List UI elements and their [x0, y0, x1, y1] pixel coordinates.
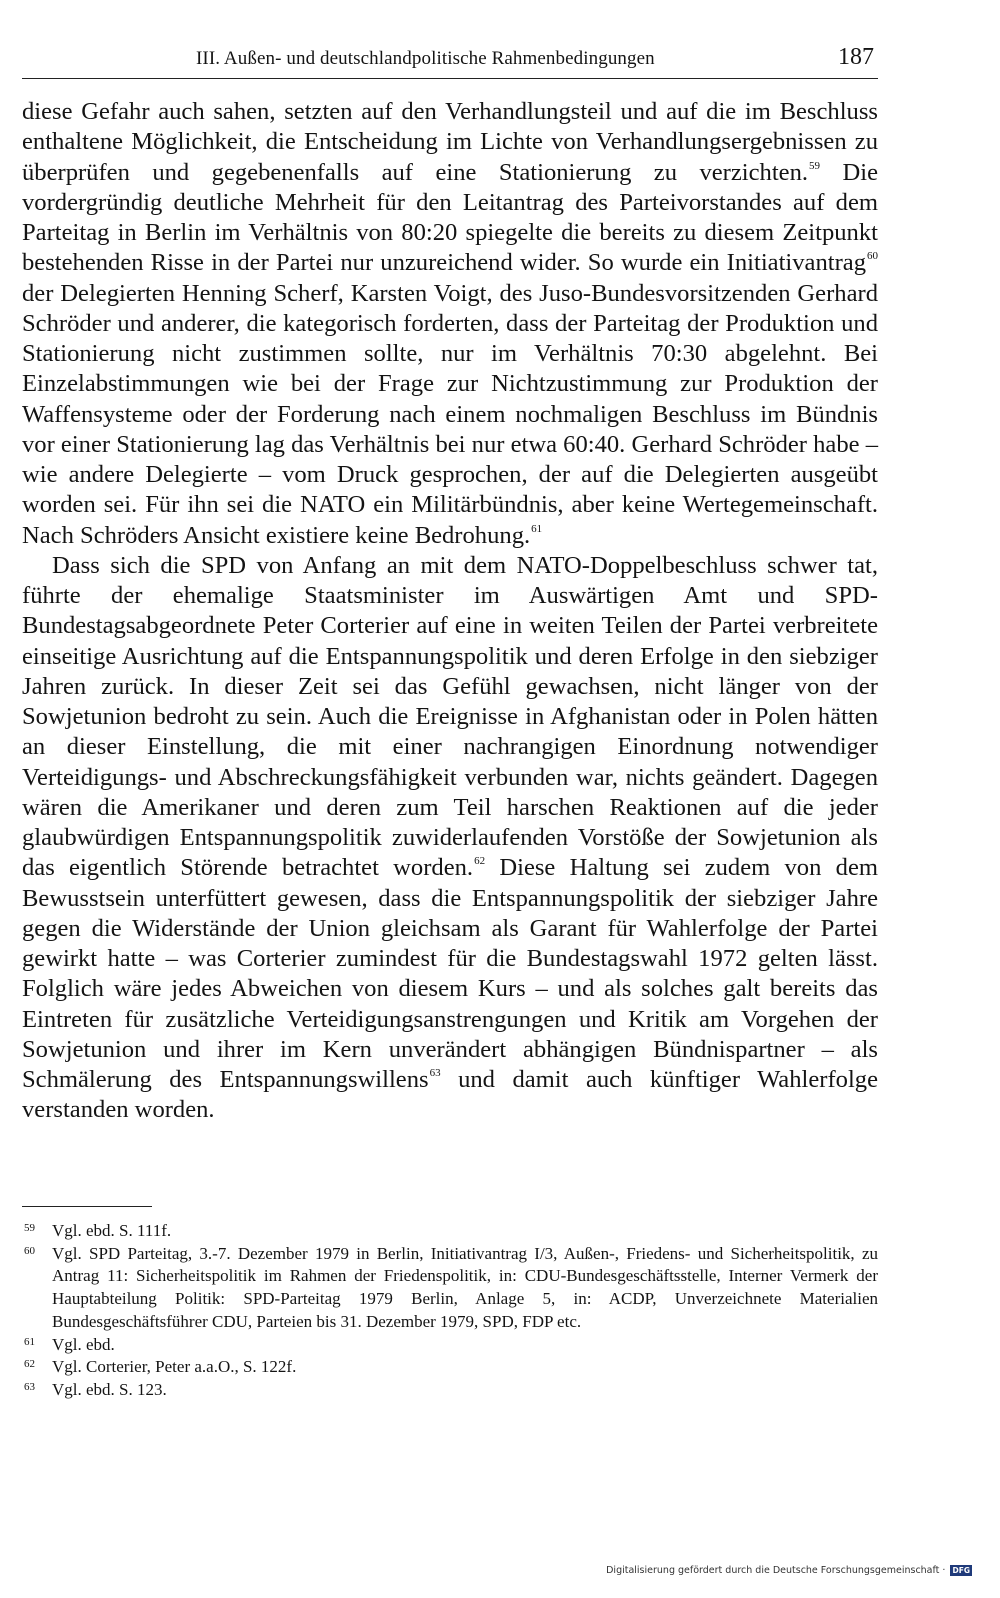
footnote-number: 61 — [24, 1335, 35, 1348]
footnote-number: 62 — [24, 1358, 35, 1371]
footnote-ref-60[interactable]: 60 — [867, 250, 878, 263]
footnote-text: Vgl. ebd. — [52, 1334, 115, 1354]
footnote-item — [22, 1379, 878, 1402]
paragraph-1-part-1: diese Gefahr auch sahen, setzten auf den Verhandlungsteil und auf die im Beschluss enthaltene Möglichkeit, die Entscheidung im Lichte von Verhandlungsergebnissen zu überprüfen und gegebenenfalls auf eine Stationierung zu verzichten. — [22, 98, 878, 186]
digitization-credit — [606, 1565, 972, 1576]
paragraph-1-part-2: Die vordergründig deutliche Mehrheit für den Leitantrag des Parteivorstandes auf dem Parteitag in Berlin im Verhältnis von 80:20 spiegelte die bereits zu diesem Zeitpunkt bestehenden Risse in der Partei nur unzureichend wider. So wurde ein Initiativantrag — [22, 158, 878, 277]
paragraph-1 — [22, 97, 878, 551]
dfg-logo: DFG — [952, 1566, 970, 1575]
footnote-text: Vgl. ebd. S. 123. — [52, 1379, 167, 1399]
footnote-item — [22, 1243, 878, 1334]
main-text — [22, 97, 878, 1126]
footnote-number: 63 — [24, 1380, 35, 1393]
page-number: 187 — [838, 44, 874, 70]
footnote-text: Vgl. Corterier, Peter a.a.O., S. 122f. — [52, 1357, 297, 1377]
paragraph-2-part-3: und damit auch künftiger Wahlerfolge verstanden worden. — [22, 1066, 878, 1124]
footnote-ref-63[interactable]: 63 — [429, 1067, 441, 1079]
running-header — [22, 44, 878, 79]
footnotes — [22, 1220, 878, 1402]
footnote-divider — [22, 1206, 152, 1207]
footnote-item — [22, 1334, 878, 1357]
paragraph-2 — [22, 551, 878, 1126]
footnote-number: 59 — [24, 1222, 35, 1234]
footnote-item — [22, 1356, 878, 1379]
footnote-ref-59[interactable]: 59 — [809, 159, 821, 172]
running-header-title: III. Außen- und deutschlandpolitische Rahmenbedingungen — [196, 48, 655, 69]
footnote-text: Vgl. ebd. S. 111f. — [52, 1221, 172, 1240]
credit-text: Digitalisierung gefördert durch die Deutsche Forschungsgemeinschaft · — [606, 1565, 946, 1576]
footnote-ref-62[interactable]: 62 — [474, 855, 486, 868]
paragraph-2-part-1: Dass sich die SPD von Anfang an mit dem NATO-Doppelbeschluss schwer tat, führte der ehemalige Staatsminister im Auswärtigen Amt und SPD-Bundestagsabgeordnete Peter Corterier auf eine in weiten Teilen der Partei verbreitete einseitige Ausrichtung auf die Entspannungspolitik und deren Erfolge in den siebziger Jahren zurück. In dieser Zeit sei das Gefühl gewachsen, nicht länger von der Sowjetunion bedroht zu sein. Auch die Ereignisse in Afghanistan oder in Polen hätten an dieser Einstellung, die mit einer nachrangigen Einordnung notwendiger Verteidigungs- und Abschreckungsfähigkeit verbunden war, nichts geändert. Dagegen wären die Amerikaner und deren zum Teil harschen Reaktionen auf die jeder glaubwürdigen Entspannungspolitik zuwiderlaufenden Vorstöße der Sowjetunion als das eigentlich Störende betrachtet worden. — [22, 551, 878, 882]
footnote-ref-61[interactable]: 61 — [531, 522, 543, 535]
footnote-text: Vgl. SPD Parteitag, 3.-7. Dezember 1979 in Berlin, Initiativantrag I/3, Außen-, Friedens- und Sicherheitspolitik, zu Antrag 11: Sicherheitspolitik im Rahmen der Friedenspolitik, in: CDU-Bundesgeschäftsstelle, Interner Vermerk der Hauptabteilung Politik: SPD-Parteitag 1979 Berlin, Anlage 5, in: ACDP, Unverzeichnete Materialien Bundesgeschäftsführer CDU, Parteien bis 31. Dezember 1979, SPD, FDP etc. — [52, 1243, 878, 1331]
footnote-number: 60 — [24, 1244, 35, 1257]
paragraph-1-part-3: der Delegierten Henning Scherf, Karsten Voigt, des Juso-Bundesvorsitzenden Gerhard Schröder und anderer, die kategorisch forderten, dass der Parteitag der Produktion und Stationierung nicht zustimmen sollte, nur im Verhältnis 70:30 abgelehnt. Bei Einzelabstimmungen wie bei der Frage zur Nichtzustimmung zur Produktion der Waffensysteme oder der Forderung nach einem nochmaligen Beschluss im Bündnis vor einer Stationierung lag das Verhältnis bei nur etwa 60:40. Gerhard Schröder habe – wie andere Delegierte – vom Druck gesprochen, der auf die Delegierten ausgeübt worden sei. Für ihn sei die NATO ein Militärbündnis, aber keine Wertegemeinschaft. Nach Schröders Ansicht existiere keine Bedrohung. — [22, 279, 878, 549]
paragraph-2-part-2: Diese Haltung sei zudem von dem Bewusstsein unterfüttert gewesen, dass die Entspannungspolitik der siebziger Jahre gegen die Widerstände der Union gleichsam als Garant für Wahlerfolge der Partei gewirkt hatte – was Corterier zumindest für die Bundestagswahl 1972 gelten lässt. Folglich wäre jedes Abweichen von diesem Kurs – und als solches galt bereits das Eintreten für zusätzliche Verteidigungsanstrengungen und Kritik am Vorgehen der Sowjetunion und ihrer im Kern unverändert abhängigen Bündnispartner – als Schmälerung des Entspannungswillens — [22, 854, 879, 1093]
footnote-item — [22, 1220, 878, 1243]
